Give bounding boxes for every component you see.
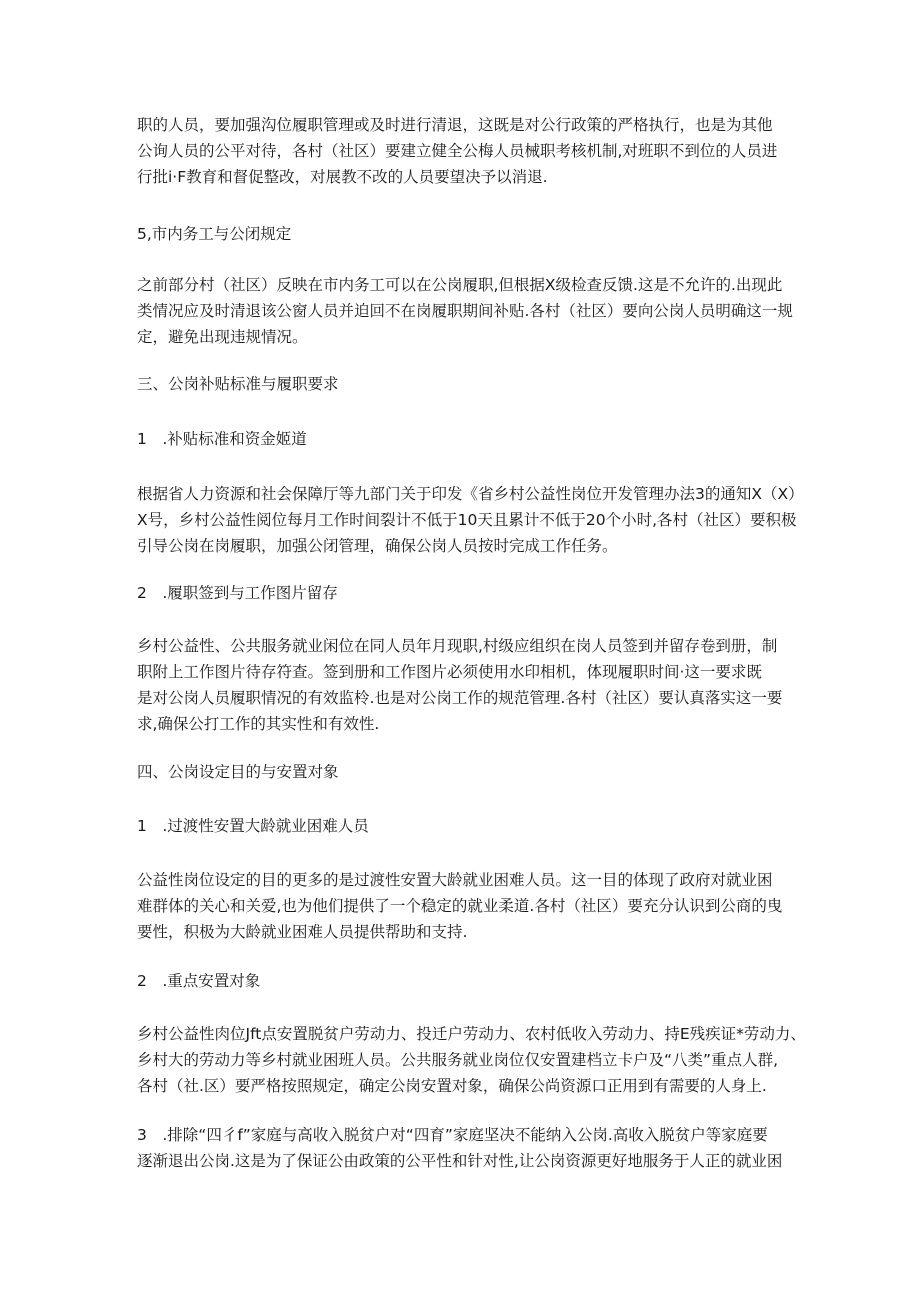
- text-line: 3 .排除“四彳f”家庭与高收入脱贫户对“四育”家庭坚决不能纳入公岗.高收入脱贫户等家庭要: [137, 1126, 768, 1144]
- text-line: 公益性岗位设定的目的更多的是过渡性安置大龄就业困难人员。这一目的体现了政府对就业困: [137, 871, 773, 889]
- text-line: 根据省人力资源和社会保障厅等九部门关于印发《省乡村公益性岗位开发管理办法3的通知X（X）: [137, 485, 804, 503]
- heading-text: 四、公岗设定目的与安置对象: [137, 763, 339, 781]
- text-line: 乡村公益性肉位Jft点安置脱贫户劳动力、投迁户劳动力、农村低收入劳动力、持E残疾证*劳动力、: [137, 1025, 806, 1043]
- subheading-key-targets: [137, 968, 797, 994]
- paragraph-transitional: [137, 867, 797, 945]
- text-line: 公询人员的公平对待，各村（社区）要建立健全公梅人员械职考核机制,对班职不到位的人员进: [137, 142, 778, 160]
- text-line: 职的人员，要加强沟位履职管理或及时进行清退，这既是对公行政策的严格执行，也是为其他: [137, 116, 773, 134]
- paragraph-exclusion: [137, 1122, 797, 1174]
- heading-section-5: [137, 221, 797, 247]
- text-line: 之前部分村（社区）反映在市内务工可以在公岗履职,但根据X级检查反馈.这是不允许的.出现此: [137, 276, 783, 294]
- text-line: X号，乡村公益性阅位每月工作时间裂计不低于10天且累计不低于20个小时,各村（社区）要积极: [137, 511, 797, 529]
- paragraph-subsidy: [137, 481, 804, 559]
- text-line: 职附上工作图片待存符查。签到册和工作图片必须使用水印相机，体现履职时间·这一要求既: [137, 663, 762, 681]
- subheading-sign-in: [137, 580, 797, 606]
- text-line: 乡村公益性、公共服务就业闲位在同人员年月现职,村级应组织在岗人员签到并留存卷到册，制: [137, 637, 778, 655]
- heading-text: 5,市内务工与公闭规定: [137, 225, 292, 243]
- heading-section-4: [137, 759, 797, 785]
- paragraph-migrant-work: [137, 272, 797, 350]
- text-line: 定，避免出现违规情况。: [137, 328, 308, 346]
- text-line: 行批i·F教育和督促整改，对展教不改的人员要望决予以消退.: [137, 168, 548, 186]
- heading-section-3: [137, 371, 797, 397]
- heading-text: 三、公岗补贴标准与履职要求: [137, 375, 339, 393]
- text-line: 要性，积极为大龄就业困难人员提供帮助和支持.: [137, 923, 468, 941]
- text-line: 类情况应及时清退该公窗人员并迫回不在岗履职期间补贴.各村（社区）要向公岗人员明确这一规: [137, 302, 793, 320]
- text-line: 难群体的关心和关爱,也为他们提供了一个稳定的就业柔道.各村（社区）要充分认识到公商的曳: [137, 897, 783, 915]
- heading-text: 1 .过渡性安置大龄就业困难人员: [137, 817, 369, 835]
- paragraph-key-targets: [137, 1021, 806, 1099]
- heading-text: 2 .重点安置对象: [137, 972, 261, 990]
- heading-text: 2 .履职签到与工作图片留存: [137, 584, 338, 602]
- text-line: 引导公岗在岗履职，加强公闭管理，确保公岗人员按时完成工作任务。: [137, 537, 618, 555]
- paragraph-accountability: [137, 112, 797, 190]
- subheading-transitional: [137, 813, 797, 839]
- text-line: 求,确保公打工作的其实性和有效性.: [137, 715, 380, 733]
- heading-text: 1 .补贴标准和资金姬道: [137, 430, 307, 448]
- text-line: 是对公岗人员履职情况的有效监柃.也是对公岗工作的规范管理.各村（社区）要认真落实这一要: [137, 689, 783, 707]
- text-line: 逐渐退出公岗.这是为了保证公由政策的公平性和针对性,让公岗资源更好地服务于人正的就业困: [137, 1152, 783, 1170]
- subheading-subsidy-standard: [137, 426, 797, 452]
- text-line: 各村（社.区）要严格按照规定，确定公岗安置对象，确保公尚资源口正用到有需要的人身上.: [137, 1077, 767, 1095]
- text-line: 乡村大的劳动力等乡村就业困班人员。公共服务就业岗位仅安置建档立卡户及“八类”重点人群,: [137, 1051, 778, 1069]
- paragraph-sign-in: [137, 633, 797, 737]
